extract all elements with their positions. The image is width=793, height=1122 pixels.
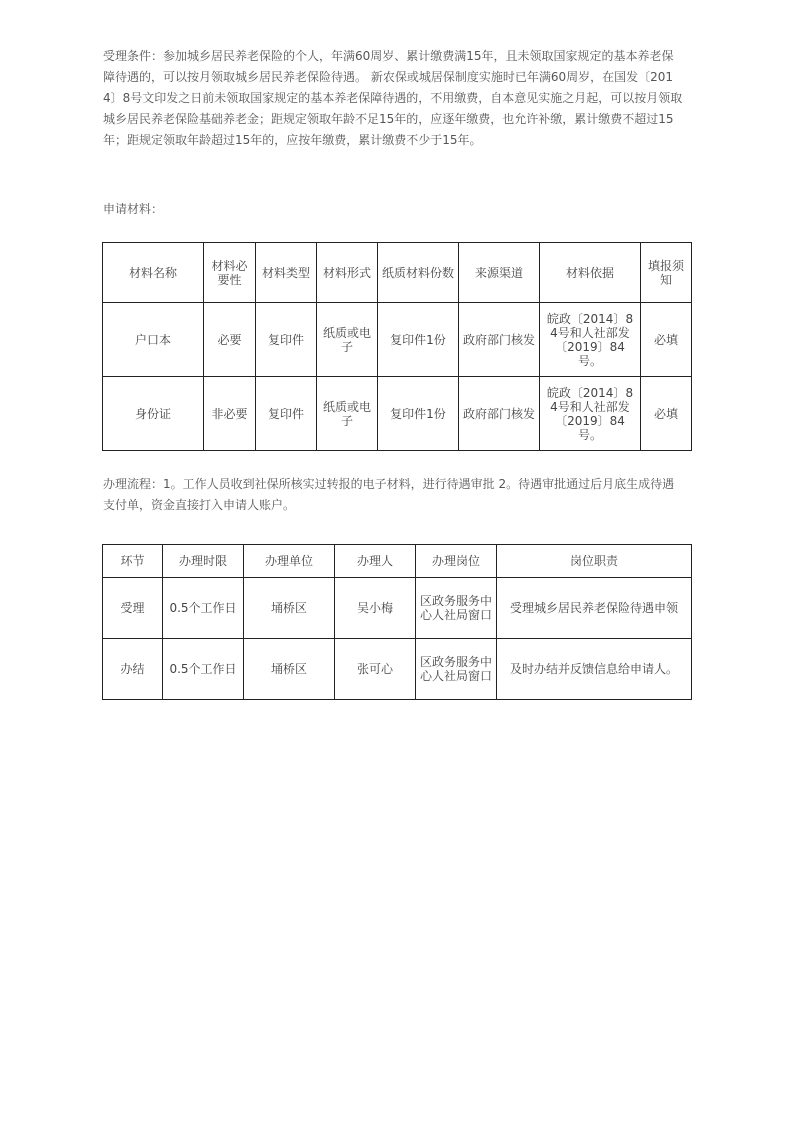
table-cell: 张可心 <box>335 639 416 700</box>
header-cell: 材料必要性 <box>204 243 256 303</box>
table-cell: 必要 <box>204 303 256 377</box>
table-cell: 0.5个工作日 <box>163 639 244 700</box>
header-cell: 纸质材料份数 <box>378 243 459 303</box>
table-cell: 身份证 <box>103 377 204 451</box>
table-cell: 纸质或电子 <box>317 377 378 451</box>
header-cell: 办理时限 <box>163 545 244 578</box>
table-cell: 必填 <box>641 377 692 451</box>
table-cell: 受理城乡居民养老保险待遇申领 <box>497 578 692 639</box>
header-cell: 填报须知 <box>641 243 692 303</box>
table-row <box>103 639 692 700</box>
table-cell: 复印件1份 <box>378 377 459 451</box>
table-cell: 及时办结并反馈信息给申请人。 <box>497 639 692 700</box>
table-header-row <box>103 545 692 578</box>
table-header-row <box>103 243 692 303</box>
materials-label: 申请材料： <box>103 202 164 216</box>
header-cell: 岗位职责 <box>497 545 692 578</box>
table-cell: 区政务服务中心人社局窗口 <box>416 578 497 639</box>
header-cell: 办理岗位 <box>416 545 497 578</box>
header-cell: 材料类型 <box>256 243 317 303</box>
table-cell: 复印件 <box>256 377 317 451</box>
table-row <box>103 578 692 639</box>
process-description: 办理流程：1。工作人员收到社保所核实过转报的电子材料，进行待遇审批 2。待遇审批通过后月底生成待遇支付单，资金直接打入申请人账户。 <box>103 477 675 512</box>
table-row <box>103 377 692 451</box>
header-cell: 材料名称 <box>103 243 204 303</box>
table-cell: 复印件 <box>256 303 317 377</box>
header-cell: 办理人 <box>335 545 416 578</box>
header-cell: 材料形式 <box>317 243 378 303</box>
header-cell: 材料依据 <box>540 243 641 303</box>
table-cell: 吴小梅 <box>335 578 416 639</box>
process-table <box>102 544 692 700</box>
header-cell: 办理单位 <box>244 545 335 578</box>
table-cell: 非必要 <box>204 377 256 451</box>
table-cell: 皖政〔2014〕84号和人社部发〔2019〕84号。 <box>540 303 641 377</box>
table-row <box>103 303 692 377</box>
table-cell: 埇桥区 <box>244 578 335 639</box>
table-cell: 纸质或电子 <box>317 303 378 377</box>
table-cell: 复印件1份 <box>378 303 459 377</box>
table-cell: 政府部门核发 <box>459 377 540 451</box>
acceptance-conditions: 受理条件：参加城乡居民养老保险的个人，年满60周岁、累计缴费满15年，且未领取国家规定的基本养老保障待遇的，可以按月领取城乡居民养老保险待遇。 新农保或城居保制度实施时已年满60周岁，在国发〔2014〕8号文印发之日前未领取国家规定的基本养老保障待遇的，不用缴费，自本意见实施之月起，可以按月领取城乡居民养老保险基础养老金；距规定领取年龄不足15年的，应逐年缴费，也允许补缴，累计缴费不超过15年；距规定领取年龄超过15年的，应按年缴费，累计缴费不少于15年。 <box>103 49 683 147</box>
header-cell: 来源渠道 <box>459 243 540 303</box>
table-cell: 政府部门核发 <box>459 303 540 377</box>
table-cell: 区政务服务中心人社局窗口 <box>416 639 497 700</box>
table-cell: 0.5个工作日 <box>163 578 244 639</box>
table-cell: 必填 <box>641 303 692 377</box>
table-cell: 户口本 <box>103 303 204 377</box>
table-cell: 受理 <box>103 578 163 639</box>
table-cell: 办结 <box>103 639 163 700</box>
table-cell: 埇桥区 <box>244 639 335 700</box>
materials-table <box>102 242 692 451</box>
table-cell: 皖政〔2014〕84号和人社部发〔2019〕84号。 <box>540 377 641 451</box>
header-cell: 环节 <box>103 545 163 578</box>
